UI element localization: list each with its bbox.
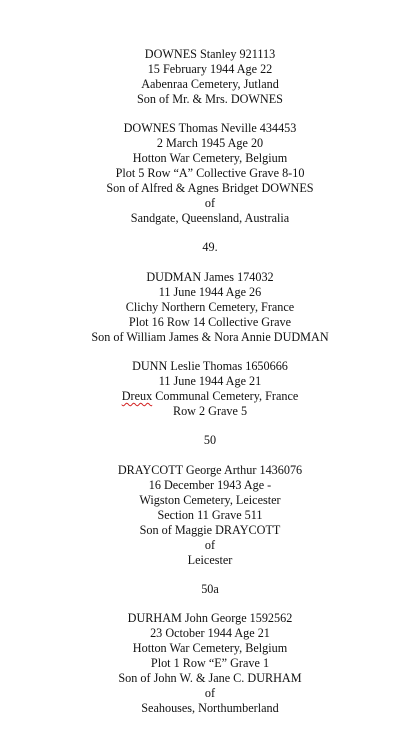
entry-downes-thomas-cemetery: Hotton War Cemetery, Belgium [132, 151, 288, 165]
entry-dudman-name: DUDMAN James 174032 [146, 270, 274, 284]
entry-downes-thomas-parents: Son of Alfred & Agnes Bridget DOWNES [106, 181, 314, 195]
entry-durham-plot: Plot 1 Row “E” Grave 1 [150, 656, 270, 670]
entry-durham-parents: Son of John W. & Jane C. DURHAM [118, 671, 302, 685]
page-number-50a: 50a [201, 582, 219, 596]
entry-draycott-parents: Son of Maggie DRAYCOTT [139, 523, 281, 537]
entry-durham-cemetery: Hotton War Cemetery, Belgium [132, 641, 288, 655]
entry-downes-stanley-parents: Son of Mr. & Mrs. DOWNES [137, 92, 283, 106]
entry-downes-stanley-name: DOWNES Stanley 921113 [144, 47, 276, 61]
entry-dudman-parents: Son of William James & Nora Annie DUDMAN [91, 330, 329, 344]
entry-downes-thomas-date: 2 March 1945 Age 20 [156, 136, 264, 150]
entry-dunn-grave: Row 2 Grave 5 [172, 404, 248, 418]
entry-durham-hometown: Seahouses, Northumberland [141, 701, 279, 715]
entry-downes-thomas-name: DOWNES Thomas Neville 434453 [123, 121, 297, 135]
entry-draycott-grave: Section 11 Grave 511 [157, 508, 263, 522]
entry-downes-stanley-date: 15 February 1944 Age 22 [147, 62, 273, 76]
entry-dunn-cemetery-rest: Communal Cemetery, France [152, 389, 299, 403]
entry-dunn-cemetery [0, 389, 420, 404]
entry-downes-thomas-plot: Plot 5 Row “A” Collective Grave 8-10 [115, 166, 305, 180]
entry-dudman-date: 11 June 1944 Age 26 [158, 285, 262, 299]
entry-durham-name: DURHAM John George 1592562 [127, 611, 293, 625]
entry-draycott-date: 16 December 1943 Age - [148, 478, 272, 492]
entry-dudman-cemetery: Clichy Northern Cemetery, France [125, 300, 295, 314]
entry-downes-stanley-cemetery: Aabenraa Cemetery, Jutland [141, 77, 279, 91]
entry-dudman-plot: Plot 16 Row 14 Collective Grave [128, 315, 292, 329]
entry-durham-date: 23 October 1944 Age 21 [150, 626, 270, 640]
entry-draycott-hometown: Leicester [187, 553, 233, 567]
entry-dunn-name: DUNN Leslie Thomas 1650666 [132, 359, 288, 373]
entry-draycott-name: DRAYCOTT George Arthur 1436076 [117, 463, 303, 477]
entry-draycott-of: of [204, 538, 216, 552]
page-number-49: 49. [202, 240, 218, 254]
entry-draycott-cemetery: Wigston Cemetery, Leicester [139, 493, 281, 507]
spellcheck-word-dreux: Dreux [121, 389, 153, 403]
entry-durham-of: of [204, 686, 216, 700]
entry-downes-thomas-hometown: Sandgate, Queensland, Australia [130, 211, 290, 225]
page-number-50: 50 [203, 433, 217, 447]
entry-downes-thomas-of: of [204, 196, 216, 210]
entry-dunn-date: 11 June 1944 Age 21 [158, 374, 262, 388]
